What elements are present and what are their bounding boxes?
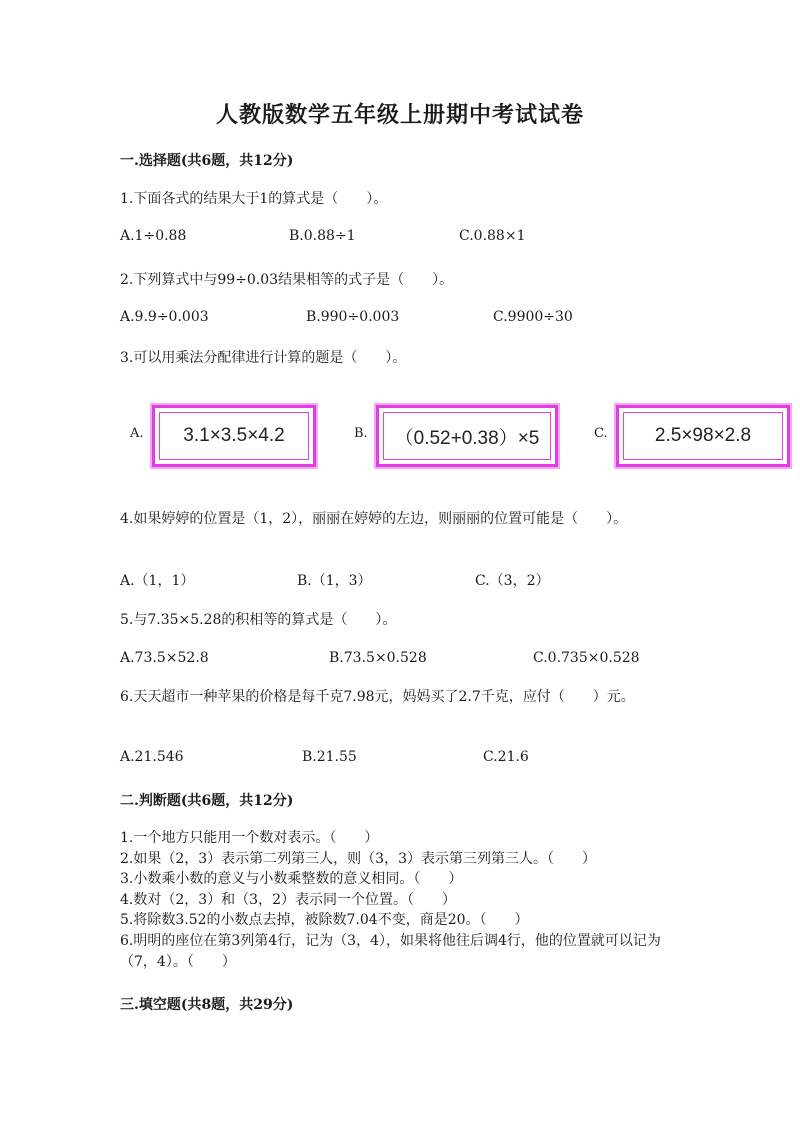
option-c-expression-box [616,405,790,467]
list-item: 2.如果（2，3）表示第二列第三人，则（3，3）表示第三列第三人。（ ） [120,850,596,867]
list-item: 5.将除数3.52的小数点去掉，被除数7.04不变，商是20。（ ） [120,912,529,929]
option-c: C.9900÷30 [493,309,573,325]
option-c-letter: C. [594,426,608,441]
question-stem: 2.下列算式中与99÷0.03结果相等的式子是（ ）。 [120,272,454,288]
option-b-letter: B. [354,426,368,441]
option-c-expression: 2.5×98×2.8 [623,412,783,460]
question-stem: 3.可以用乘法分配律进行计算的题是（ ）。 [120,350,407,366]
page-title: 人教版数学五年级上册期中考试试卷 [215,102,584,128]
option-b: B.（1，3） [297,573,372,589]
option-b: B.990÷0.003 [306,309,400,325]
option-b: B.21.55 [302,749,357,765]
section-heading-true-false: 二.判断题(共6题，共12分) [120,793,294,809]
true-false-list [120,828,690,972]
option-b: B.73.5×0.528 [329,650,427,666]
option-a: A.1÷0.88 [120,228,187,244]
option-b-expression: （0.52+0.38）×5 [383,412,551,460]
option-a-expression-box [152,405,316,467]
list-item: 3.小数乘小数的意义与小数乘整数的意义相同。（ ） [120,871,463,888]
section-heading-fill-in: 三.填空题(共8题，共29分) [120,997,294,1013]
question-stem: 5.与7.35×5.28的积相等的算式是（ ）。 [120,612,397,628]
option-a: A.21.546 [120,749,184,765]
option-a-letter: A. [130,426,144,441]
option-c: C.0.735×0.528 [533,650,640,666]
option-a: A.（1，1） [120,573,195,589]
option-a: A.73.5×52.8 [120,650,209,666]
question-stem: 4.如果婷婷的位置是（1，2），丽丽在婷婷的左边，则丽丽的位置可能是（ ）。 [120,511,628,527]
option-b: B.0.88÷1 [289,228,356,244]
question-stem: 1.下面各式的结果大于1的算式是（ ）。 [120,191,388,207]
section-heading-choice: 一.选择题(共6题，共12分) [120,153,294,169]
list-item: 1.一个地方只能用一个数对表示。（ ） [120,830,379,846]
list-item: 6.明明的座位在第3列第4行，记为（3，4），如果将他往后调4行，他的位置就可以记为（7，4）。（ ） [120,932,661,970]
option-c: C.0.88×1 [459,228,526,244]
option-b-expression-box [376,405,558,467]
list-item: 4.数对（2，3）和（3，2）表示同一个位置。（ ） [120,891,456,908]
option-c: C.21.6 [483,749,529,765]
option-a: A.9.9÷0.003 [120,309,209,325]
option-c: C.（3，2） [475,573,550,589]
question-stem: 6.天天超市一种苹果的价格是每千克7.98元，妈妈买了2.7千克，应付（ ）元。 [120,689,635,705]
option-a-expression: 3.1×3.5×4.2 [159,412,309,460]
